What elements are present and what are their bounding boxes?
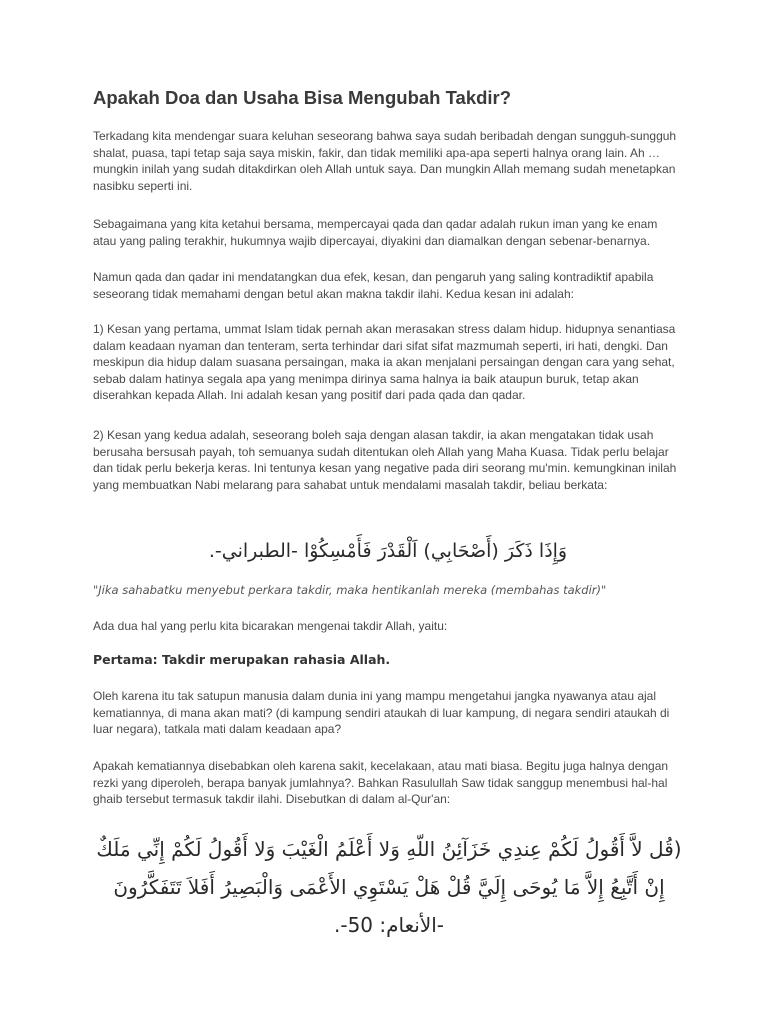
quran-verse-arabic: (قُل لاَّ أَقُولُ لَكُمْ عِندِي خَزَآئِنُ اللّهِ وَلا أَعْلَمُ الْغَيْبَ وَلا أَقُولُ لَكُمْ إِنِّي مَلَكٌ إِنْ أَتَّبِعُ إِلاَّ مَا يُوحَى إِلَيَّ قُلْ هَلْ يَسْتَوِي الأَعْمَى وَالْبَصِيرُ أَفَلاَ تَتَفَكَّرُونَ -الأنعام: 50-.: [96, 837, 682, 937]
paragraph-1: Terkadang kita mendengar suara keluhan seseorang bahwa saya sudah beribadah dengan sungguh-sungguh shalat, puasa, tapi tetap saja saya miskin, fakir, dan tidak memiliki apa-apa seperti halnya orang lain. Ah … mungkin inilah yang sudah ditakdirkan oleh Allah untuk saya. Dan mungkin Allah memang sudah menetapkan nasibku seperti ini.: [93, 129, 677, 193]
paragraph-3: Namun qada dan qadar ini mendatangkan dua efek, kesan, dan pengaruh yang saling kontradiktif apabila seseorang tidak memahami dengan betul akan makna takdir ilahi. Kedua kesan ini adalah:: [93, 270, 654, 301]
paragraph-7: Oleh karena itu tak satupun manusia dalam dunia ini yang mampu mengetahui jangka nyawanya atau ajal kematiannya, di mana akan mati? (di kampung sendiri ataukah di luar kampung, di negara sendiri ataukah di luar negara), tatkala mati dalam keadaan apa?: [93, 689, 670, 737]
paragraph-4: 1) Kesan yang pertama, ummat Islam tidak pernah akan merasakan stress dalam hidup. hidupnya senantiasa dalam keadaan nyaman dan tenteram, serta terhindar dari sifat sifat mazmumah seperti, iri hati, dengki. Dan meskipun dia hidup dalam suasana persaingan, maka ia akan menjalani persaingan dengan cara yang sehat, sebab dalam hatinya segala apa yang menimpa dirinya sama halnya ia baik ataupun buruk, tetap akan diserahkan kepada Allah. Ini adalah kesan yang positif dari pada qada dan qadar.: [93, 322, 676, 403]
hadith-arabic: وَإِذَا ذَكَرَ (أَصْحَابِي) اَلْقَدْرَ فَأَمْسِكُوْا -الطبراني-.: [208, 540, 568, 562]
paragraph-6: Ada dua hal yang perlu kita bicarakan mengenai takdir Allah, yaitu:: [93, 619, 448, 633]
section-subheading: Pertama: Takdir merupakan rahasia Allah.: [93, 652, 391, 667]
paragraph-2: Sebagaimana yang kita ketahui bersama, mempercayai qada dan qadar adalah rukun iman yang ke enam atau yang paling terakhir, hukumnya wajib dipercayai, diyakini dan diamalkan dengan sebenar-benarnya.: [93, 217, 658, 248]
paragraph-5: 2) Kesan yang kedua adalah, seseorang boleh saja dengan alasan takdir, ia akan mengatakan tidak usah berusaha bersusah payah, toh semuanya sudah ditentukan oleh Allah yang Maha Kuasa. Tidak perlu belajar dan tidak perlu bekerja keras. Ini tentunya kesan yang negative pada diri seorang mu'min. kemungkinan inilah yang membuatkan Nabi melarang para sahabat untuk mendalami masalah takdir, beliau berkata:: [93, 428, 677, 492]
article-title: Apakah Doa dan Usaha Bisa Mengubah Takdir?: [93, 87, 512, 108]
paragraph-8: Apakah kematiannya disebabkan oleh karena sakit, kecelakaan, atau mati biasa. Begitu juga halnya dengan rezki yang diperoleh, berapa banyak jumlahnya?. Bahkan Rasulullah Saw tidak sanggup menembusi hal-hal ghaib tersebut termasuk takdir ilahi. Disebutkan di dalam al-Qur'an:: [93, 759, 669, 807]
hadith-translation: "Jika sahabatku menyebut perkara takdir, maka hentikanlah mereka (membahas takdir)": [93, 583, 607, 597]
